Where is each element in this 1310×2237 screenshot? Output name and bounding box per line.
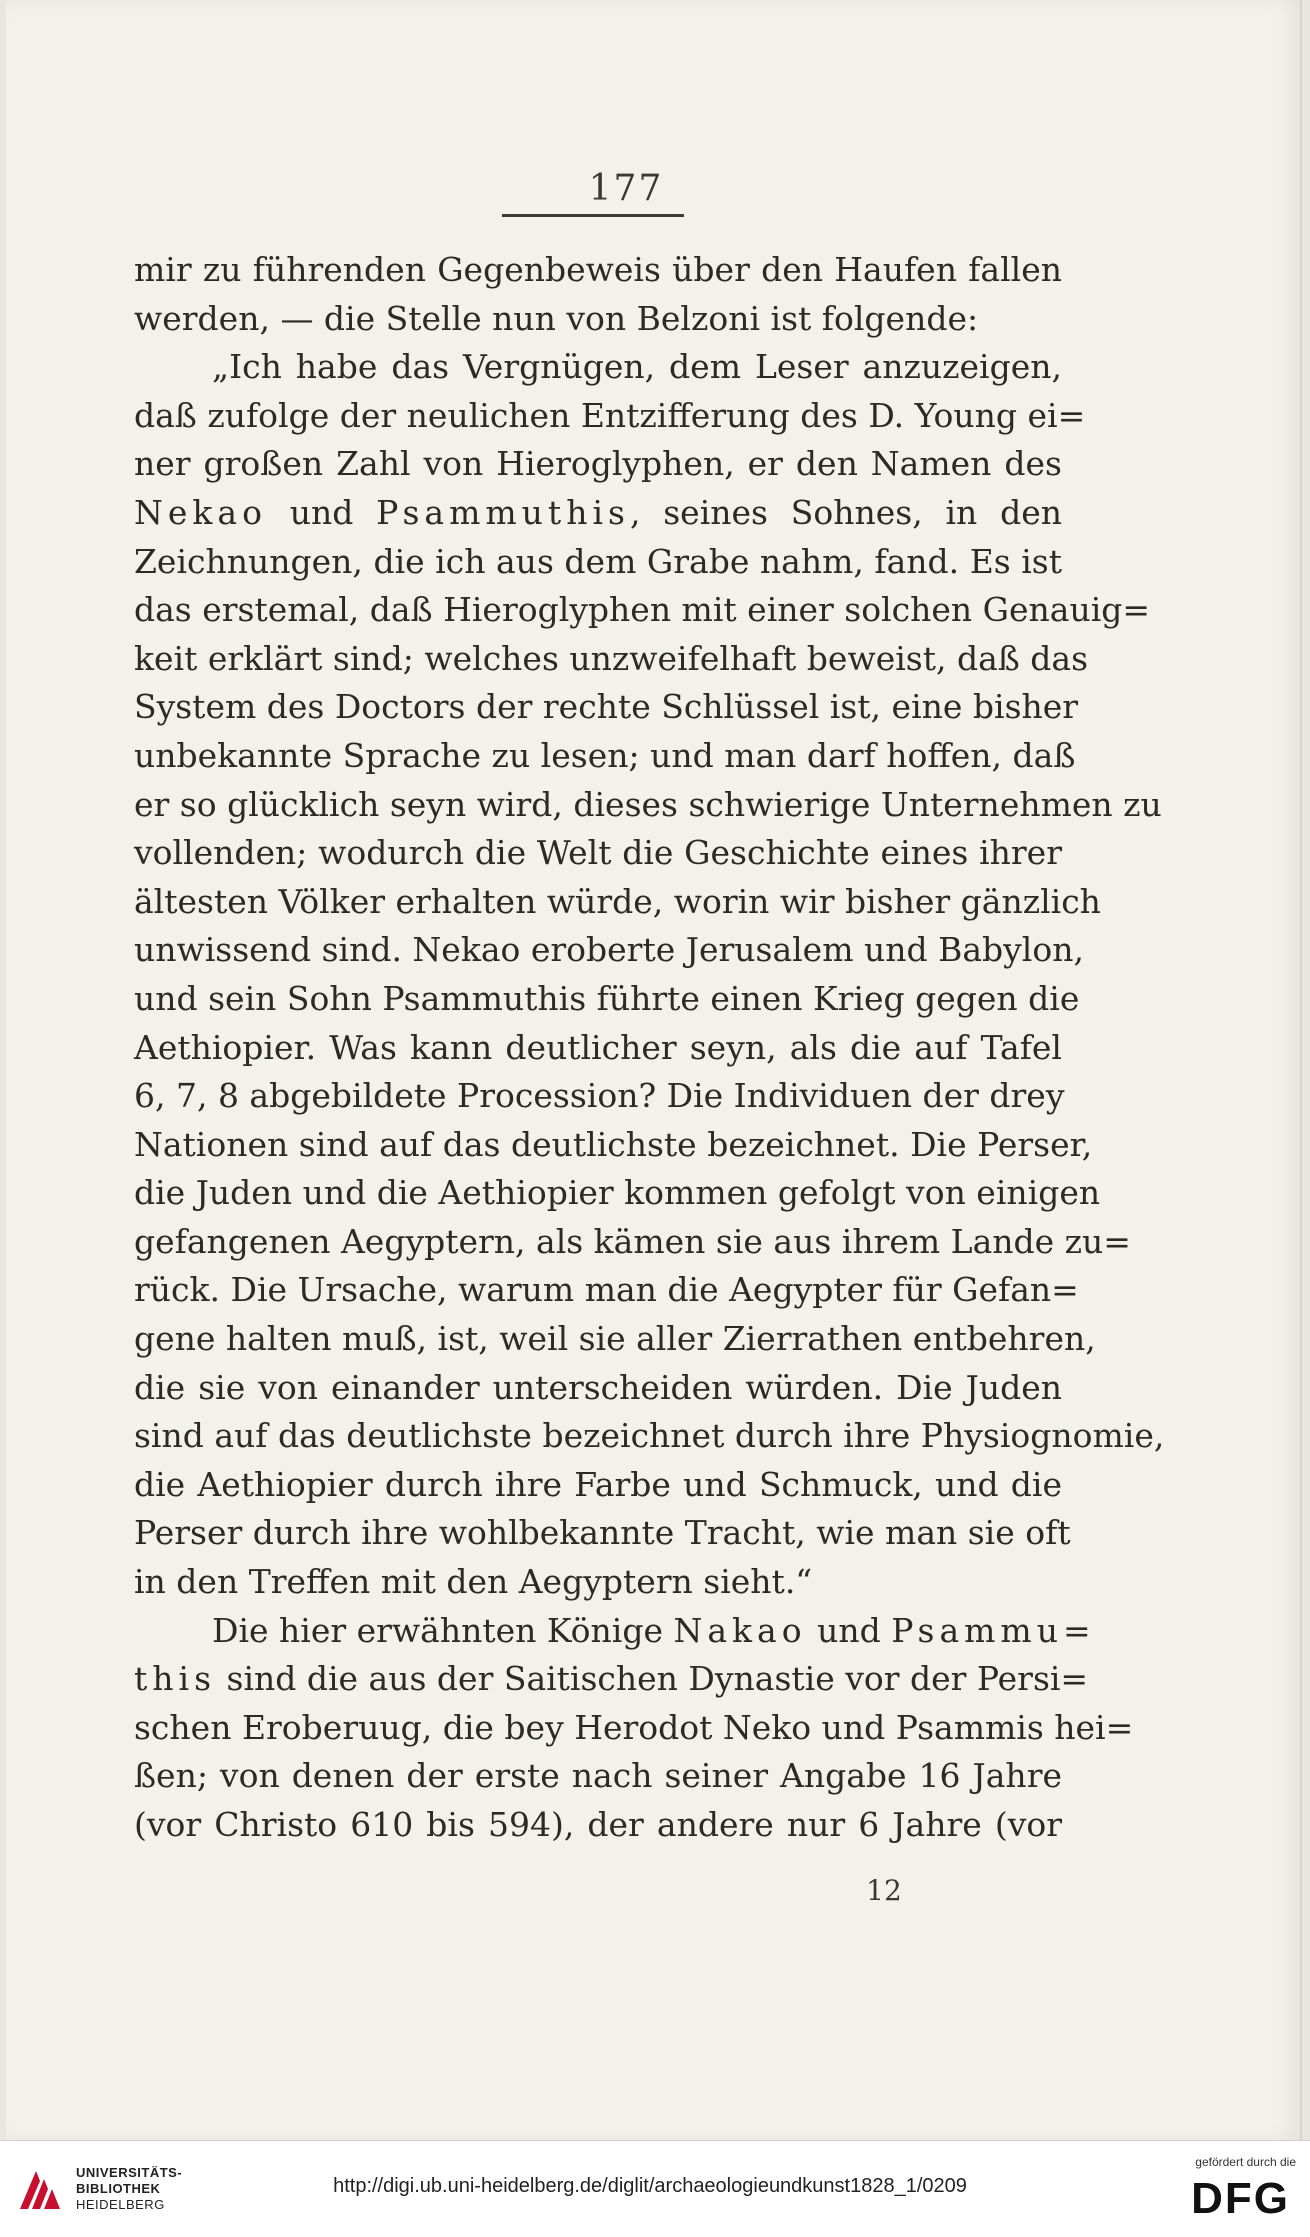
text-line: schen Eroberuug, die bey Herodot Neko und Psammis hei= [134, 1707, 1134, 1747]
text-line: „Ich habe das Vergnügen, dem Leser anzuzeigen, [212, 347, 1062, 387]
text-line: vollenden; wodurch die Welt die Geschichte eines ihrer [134, 833, 1062, 873]
text-line: keit erklärt sind; welches unzweifelhaft beweist, daß das [134, 638, 1089, 678]
text-line: das erstemal, daß Hieroglyphen mit einer solchen Genauig= [134, 590, 1151, 630]
text-segment: Die hier erwähnten Könige [212, 1610, 674, 1650]
text-line: (vor Christo 610 bis 594), der andere nur 6 Jahre (vor [134, 1805, 1062, 1844]
text-line: sind auf das deutlichste bezeichnet durch ihre Physiognomie, [134, 1416, 1165, 1456]
text-line: die sie von einander unterscheiden würden. Die Juden [134, 1367, 1062, 1407]
logo-line-1: UNIVERSITÄTS- [76, 2165, 183, 2180]
permalink-url[interactable]: http://digi.ub.uni-heidelberg.de/diglit/archaeologieundkunst1828_1/0209 [333, 2175, 967, 2197]
text-segment: , seines Sohnes, in den [629, 492, 1062, 532]
text-line: rück. Die Ursache, warum man die Aegypter für Gefan= [134, 1270, 1079, 1310]
text-line: die Juden und die Aethiopier kommen gefolgt von einigen [134, 1173, 1101, 1213]
text-segment: Nekao [134, 492, 267, 532]
page-number-rule [502, 214, 684, 217]
university-library-logo-icon [14, 2163, 66, 2215]
text-segment: und [806, 1610, 892, 1650]
text-line: ältesten Völker erhalten würde, worin wir bisher gänzlich [134, 881, 1101, 921]
body-text [134, 246, 1165, 1850]
university-library-name [76, 2165, 182, 2213]
text-line [134, 1607, 1096, 1656]
text-line: 6, 7, 8 abgebildete Procession? Die Individuen der drey [134, 1076, 1065, 1116]
text-line: Nationen sind auf das deutlichste bezeichnet. Die Perser, [134, 1124, 1093, 1164]
logo-line-2: BIBLIOTHEK [76, 2181, 161, 2196]
text-line: ßen; von denen der erste nach seiner Angabe 16 Jahre [134, 1756, 1062, 1796]
text-segment: Psammuthis [376, 492, 630, 532]
funding-label: gefördert durch die [1195, 2155, 1296, 2169]
text-line: gefangenen Aegyptern, als kämen sie aus ihrem Lande zu= [134, 1221, 1131, 1261]
text-line: daß zufolge der neulichen Entzifferung des D. Young ei= [134, 395, 1086, 435]
book-page [6, 0, 1302, 2140]
text-segment: Nakao [673, 1610, 807, 1650]
text-line: unbekannte Sprache zu lesen; und man darf hoffen, daß [134, 735, 1076, 775]
text-line: unwissend sind. Nekao eroberte Jerusalem und Babylon, [134, 930, 1084, 970]
text-line [134, 489, 1062, 538]
text-line: und sein Sohn Psammuthis führte einen Krieg gegen die [134, 978, 1080, 1018]
printer-signature-mark: 12 [866, 1874, 902, 1907]
text-line: er so glücklich seyn wird, dieses schwierige Unternehmen zu [134, 784, 1162, 824]
text-segment: this [134, 1659, 217, 1699]
text-line [134, 1655, 1089, 1704]
viewer-footer [0, 2140, 1310, 2237]
text-line: Perser durch ihre wohlbekannte Tracht, wie man sie oft [134, 1513, 1071, 1553]
text-line: Aethiopier. Was kann deutlicher seyn, als die auf Tafel [134, 1027, 1062, 1067]
text-line: System des Doctors der rechte Schlüssel ist, eine bisher [134, 687, 1079, 727]
logo-line-3: HEIDELBERG [76, 2197, 165, 2212]
text-segment: Psammu= [891, 1610, 1096, 1650]
text-line: gene halten muß, ist, weil sie aller Zierrathen entbehren, [134, 1319, 1096, 1359]
text-line: Zeichnungen, die ich aus dem Grabe nahm, fand. Es ist [134, 541, 1062, 581]
text-line: die Aethiopier durch ihre Farbe und Schmuck, und die [134, 1464, 1062, 1504]
text-line: ner großen Zahl von Hieroglyphen, er den Namen des [134, 444, 1062, 484]
dfg-logo: DFG [1191, 2174, 1290, 2223]
page-number: 177 [588, 168, 664, 209]
text-segment: und [266, 492, 377, 532]
text-line: werden, — die Stelle nun von Belzoni ist folgende: [134, 298, 979, 338]
text-line: mir zu führenden Gegenbeweis über den Haufen fallen [134, 250, 1062, 289]
text-line: in den Treffen mit den Aegyptern sieht.“ [134, 1562, 813, 1602]
text-segment: sind die aus der Saitischen Dynastie vor der Persi= [216, 1659, 1089, 1699]
